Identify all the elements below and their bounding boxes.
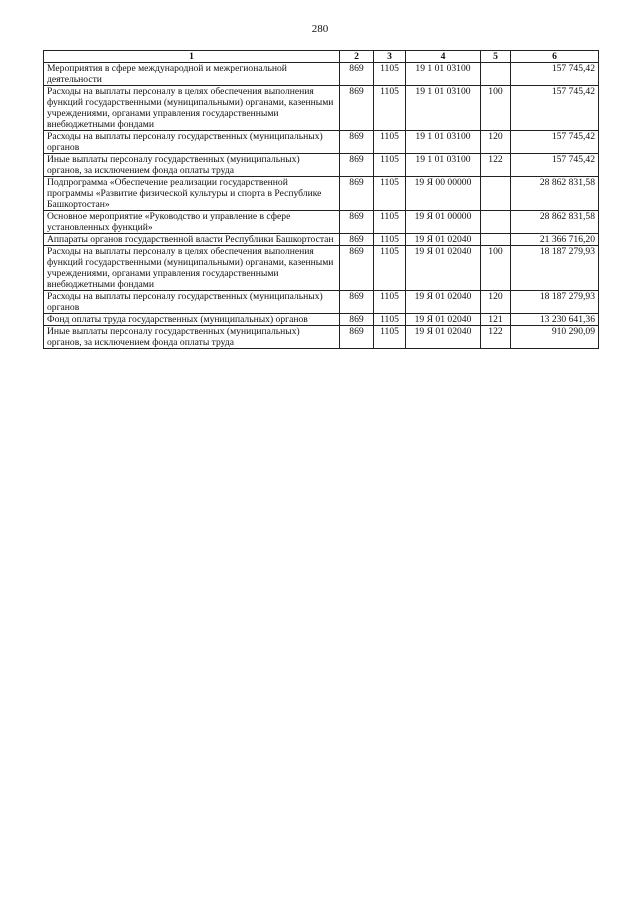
- row-amount-cell: 910 290,09: [511, 326, 599, 349]
- table-row: [44, 177, 599, 211]
- row-cell-3: 1105: [374, 314, 406, 326]
- row-cell-2: 869: [340, 154, 374, 177]
- row-cell-2: 869: [340, 314, 374, 326]
- row-cell-2: 869: [340, 234, 374, 246]
- row-name-cell: Основное мероприятие «Руководство и управление в сфере установленных функций»: [44, 211, 340, 234]
- table-row: [44, 291, 599, 314]
- row-cell-3: 1105: [374, 177, 406, 211]
- row-cell-5: [481, 234, 511, 246]
- row-amount-cell: 157 745,42: [511, 131, 599, 154]
- row-cell-5: 100: [481, 86, 511, 131]
- row-cell-4: 19 1 01 03100: [406, 63, 481, 86]
- row-name-cell: Расходы на выплаты персоналу в целях обеспечения выполнения функций государственными (муниципальными) органами, казенными учреждениями, органами управления государственными внебюджетными фондами: [44, 86, 340, 131]
- column-header-4: 4: [406, 51, 481, 63]
- row-cell-4: 19 1 01 03100: [406, 154, 481, 177]
- row-cell-2: 869: [340, 326, 374, 349]
- row-cell-2: 869: [340, 86, 374, 131]
- column-header-2: 2: [340, 51, 374, 63]
- table-header-row: [44, 51, 599, 63]
- table-row: [44, 86, 599, 131]
- row-name-cell: Иные выплаты персоналу государственных (муниципальных) органов, за исключением фонда оплаты труда: [44, 326, 340, 349]
- row-cell-5: 100: [481, 246, 511, 291]
- row-name-cell: Расходы на выплаты персоналу государственных (муниципальных) органов: [44, 131, 340, 154]
- row-cell-3: 1105: [374, 246, 406, 291]
- column-header-6: 6: [511, 51, 599, 63]
- row-amount-cell: 157 745,42: [511, 63, 599, 86]
- row-amount-cell: 21 366 716,20: [511, 234, 599, 246]
- row-cell-5: 120: [481, 291, 511, 314]
- row-cell-5: [481, 177, 511, 211]
- row-cell-3: 1105: [374, 154, 406, 177]
- row-cell-2: 869: [340, 131, 374, 154]
- row-cell-5: 122: [481, 154, 511, 177]
- row-amount-cell: 157 745,42: [511, 154, 599, 177]
- row-cell-3: 1105: [374, 291, 406, 314]
- table-row: [44, 246, 599, 291]
- budget-table: [43, 50, 599, 349]
- table-row: [44, 234, 599, 246]
- row-amount-cell: 18 187 279,93: [511, 246, 599, 291]
- row-amount-cell: 18 187 279,93: [511, 291, 599, 314]
- row-cell-3: 1105: [374, 211, 406, 234]
- row-cell-4: 19 Я 01 02040: [406, 234, 481, 246]
- row-amount-cell: 28 862 831,58: [511, 177, 599, 211]
- row-name-cell: Фонд оплаты труда государственных (муниципальных) органов: [44, 314, 340, 326]
- row-name-cell: Иные выплаты персоналу государственных (муниципальных) органов, за исключением фонда оплаты труда: [44, 154, 340, 177]
- row-cell-4: 19 Я 01 02040: [406, 314, 481, 326]
- row-cell-5: 122: [481, 326, 511, 349]
- table-row: [44, 63, 599, 86]
- row-cell-3: 1105: [374, 63, 406, 86]
- row-cell-5: [481, 211, 511, 234]
- page-number: 280: [311, 23, 329, 35]
- row-cell-3: 1105: [374, 326, 406, 349]
- row-cell-2: 869: [340, 63, 374, 86]
- row-cell-4: 19 1 01 03100: [406, 86, 481, 131]
- row-name-cell: Расходы на выплаты персоналу государственных (муниципальных) органов: [44, 291, 340, 314]
- table-row: [44, 154, 599, 177]
- row-cell-4: 19 Я 01 00000: [406, 211, 481, 234]
- row-name-cell: Аппараты органов государственной власти Республики Башкортостан: [44, 234, 340, 246]
- row-cell-3: 1105: [374, 234, 406, 246]
- row-amount-cell: 28 862 831,58: [511, 211, 599, 234]
- row-name-cell: Подпрограмма «Обеспечение реализации государственной программы «Развитие физической культуры и спорта в Республике Башкортостан»: [44, 177, 340, 211]
- row-cell-4: 19 Я 01 02040: [406, 326, 481, 349]
- row-cell-2: 869: [340, 246, 374, 291]
- table-row: [44, 326, 599, 349]
- row-cell-2: 869: [340, 211, 374, 234]
- row-cell-3: 1105: [374, 131, 406, 154]
- row-cell-4: 19 1 01 03100: [406, 131, 481, 154]
- row-cell-5: 120: [481, 131, 511, 154]
- row-cell-2: 869: [340, 177, 374, 211]
- row-name-cell: Мероприятия в сфере международной и межрегиональной деятельности: [44, 63, 340, 86]
- column-header-5: 5: [481, 51, 511, 63]
- table-row: [44, 131, 599, 154]
- row-cell-4: 19 Я 01 02040: [406, 246, 481, 291]
- row-cell-3: 1105: [374, 86, 406, 131]
- row-cell-5: [481, 63, 511, 86]
- row-cell-4: 19 Я 01 02040: [406, 291, 481, 314]
- table-row: [44, 314, 599, 326]
- row-cell-4: 19 Я 00 00000: [406, 177, 481, 211]
- row-amount-cell: 157 745,42: [511, 86, 599, 131]
- row-cell-5: 121: [481, 314, 511, 326]
- row-cell-2: 869: [340, 291, 374, 314]
- table-row: [44, 211, 599, 234]
- column-header-1: 1: [44, 51, 340, 63]
- row-name-cell: Расходы на выплаты персоналу в целях обеспечения выполнения функций государственными (муниципальными) органами, казенными учреждениями, органами управления государственными внебюджетными фондами: [44, 246, 340, 291]
- row-amount-cell: 13 230 641,36: [511, 314, 599, 326]
- column-header-3: 3: [374, 51, 406, 63]
